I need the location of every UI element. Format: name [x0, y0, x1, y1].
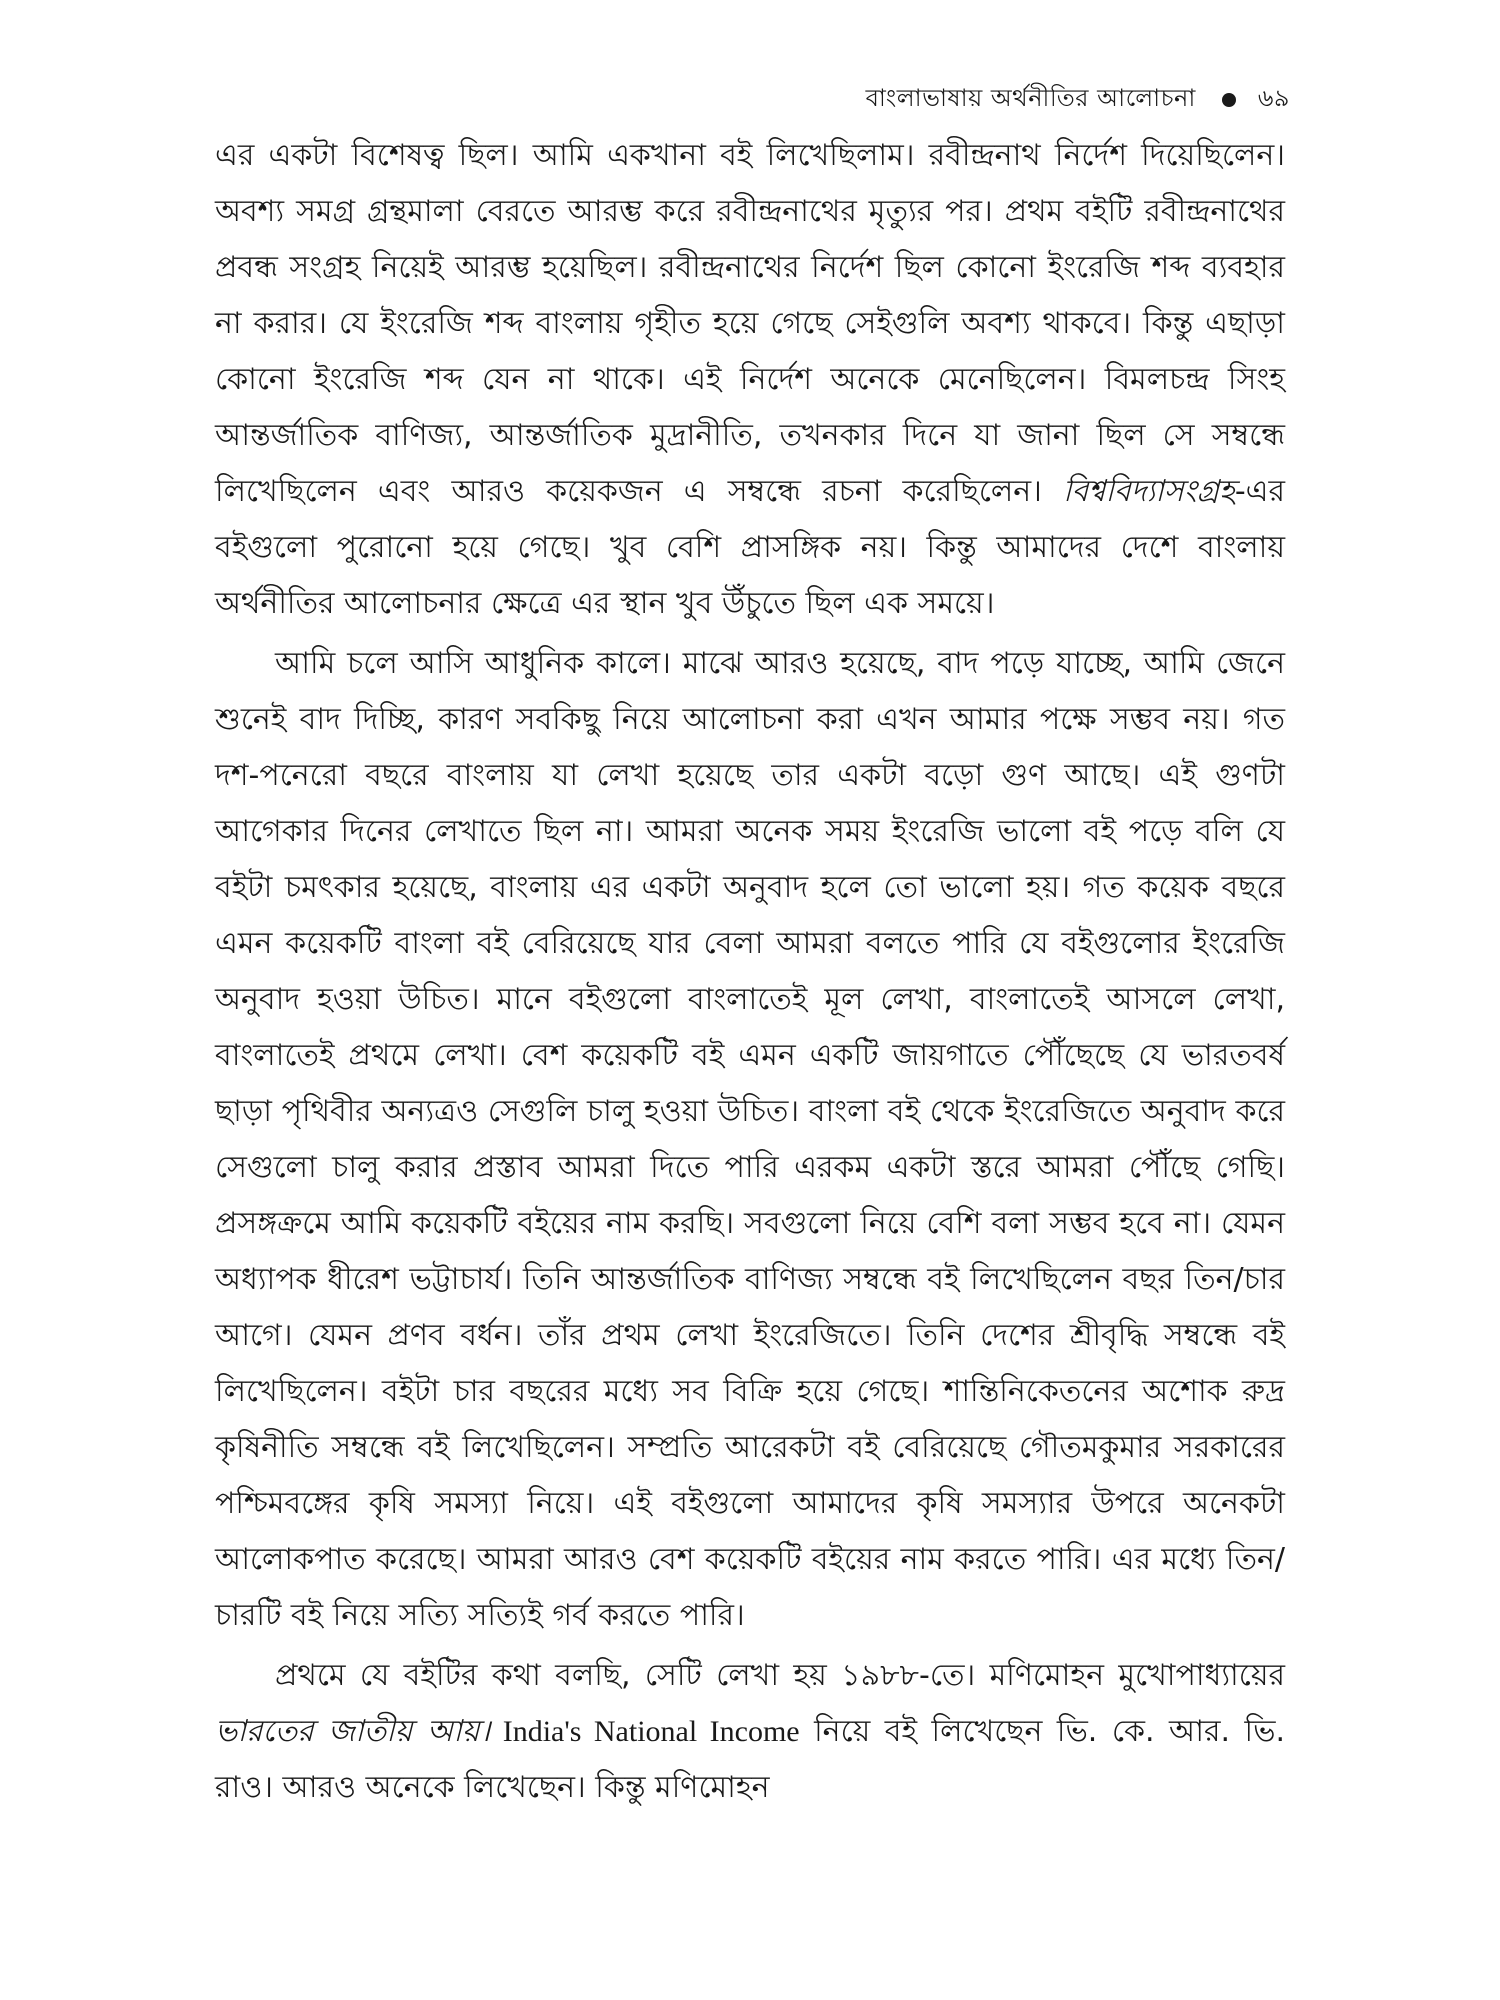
text-segment: প্রথমে যে বইটির কথা বলছি, সেটি লেখা হয় ১৯৮৮-তে। মণিমোহন মুখোপাধ্যায়ের	[275, 1658, 1285, 1693]
paragraph-3	[215, 1648, 1285, 1816]
text-segment: -এর বইগুলো পুরোনো হয়ে গেছে। খুব বেশি প্রাসঙ্গিক নয়। কিন্তু আমাদের দেশে বাংলায় অর্থনীতির আলোচনার ক্ষেত্রে এর স্থান খুব উঁচুতে ছিল এক সময়ে।	[215, 474, 1285, 621]
book-title-italic: বিশ্ববিদ্যাসংগ্রহ	[1063, 474, 1235, 509]
page-number: ৬৯	[1257, 84, 1290, 112]
text-segment: এর একটা বিশেষত্ব ছিল। আমি একখানা বই লিখেছিলাম। রবীন্দ্রনাথ নির্দেশ দিয়েছিলেন। অবশ্য সমগ্র গ্রন্থমালা বেরতে আরম্ভ করে রবীন্দ্রনাথের মৃত্যুর পর। প্রথম বইটি রবীন্দ্রনাথের প্রবন্ধ সংগ্রহ নিয়েই আরম্ভ হয়েছিল। রবীন্দ্রনাথের নির্দেশ ছিল কোনো ইংরেজি শব্দ ব্যবহার না করার। যে ইংরেজি শব্দ বাংলায় গৃহীত হয়ে গেছে সেইগুলি অবশ্য থাকবে। কিন্তু এছাড়া কোনো ইংরেজি শব্দ যেন না থাকে। এই নির্দেশ অনেকে মেনেছিলেন। বিমলচন্দ্র সিংহ আন্তর্জাতিক বাণিজ্য, আন্তর্জাতিক মুদ্রানীতি, তখনকার দিনে যা জানা ছিল সে সম্বন্ধে লিখেছিলেন এবং আরও কয়েকজন এ সম্বন্ধে রচনা করেছিলেন।	[215, 138, 1285, 509]
paragraph-2	[215, 636, 1285, 1644]
text-segment: আমি চলে আসি আধুনিক কালে। মাঝে আরও হয়েছে, বাদ পড়ে যাচ্ছে, আমি জেনে শুনেই বাদ দিচ্ছি, কারণ সবকিছু নিয়ে আলোচনা করা এখন আমার পক্ষে সম্ভব নয়। গত দশ-পনেরো বছরে বাংলায় যা লেখা হয়েছে তার একটা বড়ো গুণ আছে। এই গুণটা আগেকার দিনের লেখাতে ছিল না। আমরা অনেক সময় ইংরেজি ভালো বই পড়ে বলি যে বইটা চমৎকার হয়েছে, বাংলায় এর একটা অনুবাদ হলে তো ভালো হয়। গত কয়েক বছরে এমন কয়েকটি বাংলা বই বেরিয়েছে যার বেলা আমরা বলতে পারি যে বইগুলোর ইংরেজি অনুবাদ হওয়া উচিত। মানে বইগুলো বাংলাতেই মূল লেখা, বাংলাতেই আসলে লেখা, বাংলাতেই প্রথমে লেখা। বেশ কয়েকটি বই এমন একটি জায়গাতে পৌঁছেছে যে ভারতবর্ষ ছাড়া পৃথিবীর অন্যত্রও সেগুলি চালু হওয়া উচিত। বাংলা বই থেকে ইংরেজিতে অনুবাদ করে সেগুলো চালু করার প্রস্তাব আমরা দিতে পারি এরকম একটা স্তরে আমরা পৌঁছে গেছি। প্রসঙ্গক্রমে আমি কয়েকটি বইয়ের নাম করছি। সবগুলো নিয়ে বেশি বলা সম্ভব হবে না। যেমন অধ্যাপক ধীরেশ ভট্টাচার্য। তিনি আন্তর্জাতিক বাণিজ্য সম্বন্ধে বই লিখেছিলেন বছর তিন/চার আগে। যেমন প্রণব বর্ধন। তাঁর প্রথম লেখা ইংরেজিতে। তিনি দেশের শ্রীবৃদ্ধি সম্বন্ধে বই লিখেছিলেন। বইটা চার বছরের মধ্যে সব বিক্রি হয়ে গেছে। শান্তিনিকেতনের অশোক রুদ্র কৃষিনীতি সম্বন্ধে বই লিখেছিলেন। সম্প্রতি আরেকটা বই বেরিয়েছে গৌতমকুমার সরকারের পশ্চিমবঙ্গের কৃষি সমস্যা নিয়ে। এই বইগুলো আমাদের কৃষি সমস্যার উপরে অনেকটা আলোকপাত করেছে। আমরা আরও বেশ কয়েকটি বইয়ের নাম করতে পারি। এর মধ্যে তিন/চারটি বই নিয়ে সত্যি সত্যিই গর্ব করতে পারি।	[215, 646, 1285, 1633]
running-header	[866, 80, 1290, 120]
running-title: বাংলাভাষায় অর্থনীতির আলোচনা	[865, 84, 1196, 112]
paragraph-1	[215, 128, 1285, 632]
body-text	[215, 128, 1285, 1816]
english-title: India's National Income	[490, 1715, 800, 1748]
text-segment: নিয়ে বই লিখেছেন ভি. কে. আর. ভি. রাও। আরও অনেকে লিখেছেন। কিন্তু মণিমোহন	[215, 1714, 1285, 1805]
bullet-separator-icon	[1222, 93, 1236, 107]
book-title-italic: ভারতের জাতীয় আয়।	[215, 1714, 491, 1749]
